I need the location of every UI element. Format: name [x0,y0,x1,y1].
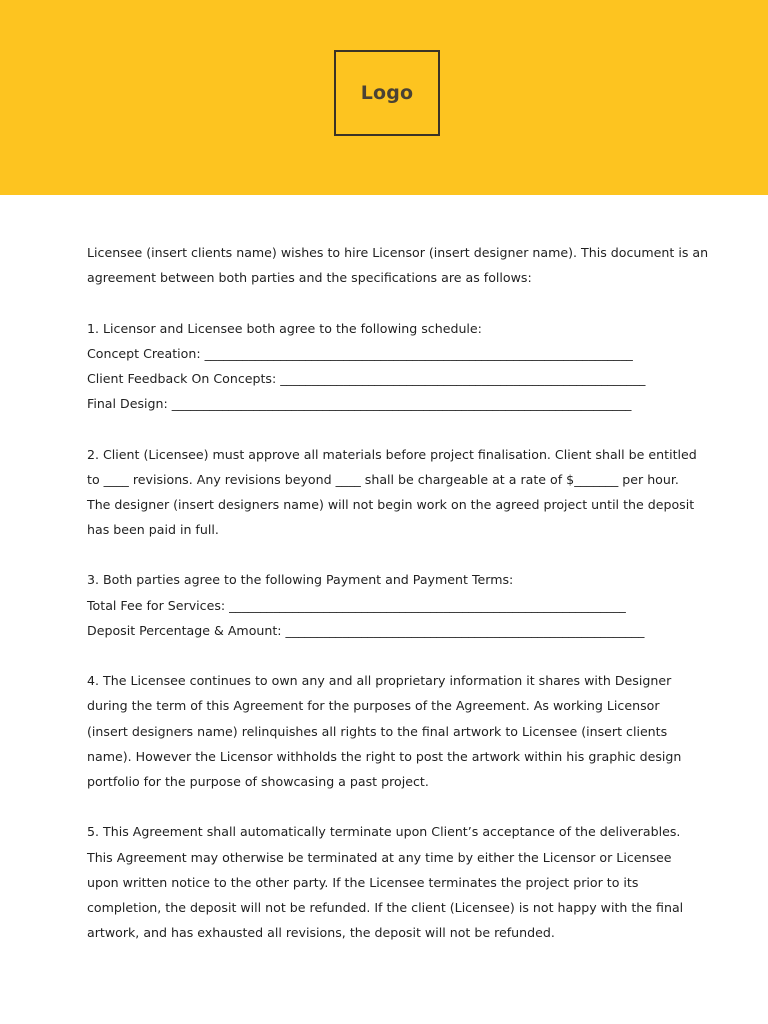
paragraph-gap [87,416,687,441]
section-revisions [87,442,697,543]
paragraph-line: portfolio for the purpose of showcasing a past project. [87,773,429,789]
agreement-body [87,240,709,945]
paragraph-gap [87,290,687,315]
section-schedule [87,316,687,417]
paragraph-line: Licensee (insert clients name) wishes to hire Licensor (insert designer name). This document is an [87,245,709,260]
intro-paragraph [87,240,709,290]
section-heading: 3. Both parties agree to the following Payment and Payment Terms: [87,572,514,588]
deposit-field: Deposit Percentage & Amount: _________________________________________________________ [87,622,645,638]
paragraph-gap [87,542,687,567]
logo-text: Logo [360,82,414,104]
paragraph-line: upon written notice to the other party. If the Licensee terminates the project prior to its [87,874,639,890]
paragraph-line: agreement between both parties and the specifications are as follows: [87,270,532,286]
section-termination [87,819,687,945]
header-band [0,0,768,195]
paragraph-line: to ____ revisions. Any revisions beyond ____ shall be chargeable at a rate of $_______ per hour. [87,471,679,487]
paragraph-line: artwork, and has exhausted all revisions, the deposit will not be refunded. [87,925,555,941]
concept-creation-field: Concept Creation: ____________________________________________________________________ [87,345,633,361]
paragraph-gap [87,643,687,668]
paragraph-line: 4. The Licensee continues to own any and all proprietary information it shares with Designer [87,673,672,689]
final-design-field: Final Design: _________________________________________________________________________ [87,396,632,412]
section-payment [87,567,687,643]
paragraph-gap [87,794,687,819]
paragraph-line: completion, the deposit will not be refunded. If the client (Licensee) is not happy with the final [87,899,684,915]
client-feedback-field: Client Feedback On Concepts: __________________________________________________________ [87,370,646,386]
paragraph-line: name). However the Licensor withholds the right to post the artwork within his graphic design [87,748,682,764]
paragraph-line: 2. Client (Licensee) must approve all materials before project finalisation. Client shall be entitled [87,446,697,462]
total-fee-field: Total Fee for Services: _______________________________________________________________ [87,597,626,613]
paragraph-line: has been paid in full. [87,522,219,538]
paragraph-line: (insert designers name) relinquishes all rights to the final artwork to Licensee (insert clients [87,723,668,739]
paragraph-line: 5. This Agreement shall automatically terminate upon Client’s acceptance of the deliverables. [87,824,681,840]
section-ownership [87,668,687,794]
paragraph-line: during the term of this Agreement for the purposes of the Agreement. As working Licensor [87,698,660,714]
paragraph-line: The designer (insert designers name) will not begin work on the agreed project until the deposit [87,496,695,512]
paragraph-line: This Agreement may otherwise be terminated at any time by either the Licensor or Licensee [87,849,672,865]
logo-placeholder [334,50,440,136]
section-heading: 1. Licensor and Licensee both agree to the following schedule: [87,320,482,336]
